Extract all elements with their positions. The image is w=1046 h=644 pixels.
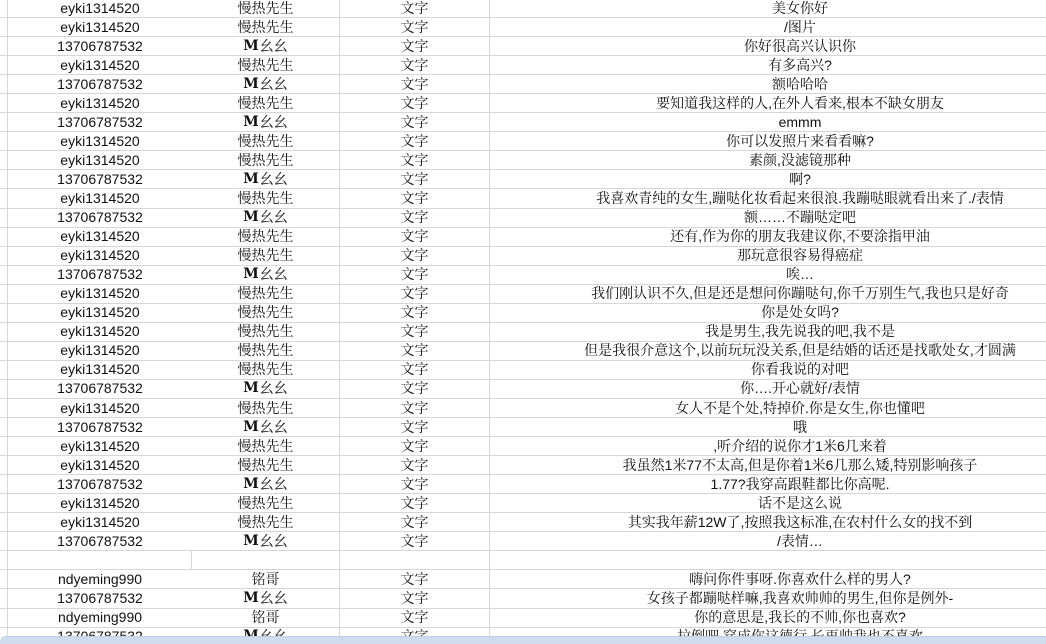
cell-message[interactable]: 我们刚认识不久,但是还是想问你蹦哒句,你千万别生气,我也只是好奇 <box>591 285 1009 302</box>
cell-margin[interactable] <box>0 94 8 112</box>
cell-user-id[interactable]: eyki1314520 <box>60 399 140 416</box>
cell-nickname[interactable]: M 幺幺 <box>192 113 340 131</box>
table-row <box>0 589 1046 608</box>
cell-user-id[interactable]: eyki1314520 <box>60 132 140 149</box>
cell-user-id[interactable]: eyki1314520 <box>60 0 140 16</box>
cell-message[interactable]: emmm <box>778 113 822 130</box>
cell-margin[interactable] <box>0 361 8 379</box>
table-row <box>0 551 1046 570</box>
cell-margin[interactable] <box>0 609 8 627</box>
cell-margin[interactable] <box>0 399 8 417</box>
cell-margin[interactable] <box>0 151 8 169</box>
cell-type[interactable]: 文字 <box>340 380 490 398</box>
cell-message[interactable]: 女孩子都蹦哒样嘛,我喜欢帅帅的男生,但你是例外- <box>646 589 954 606</box>
cell-nickname[interactable]: 慢热先生 <box>192 247 340 265</box>
cell-message[interactable]: 你是处女吗? <box>761 304 839 321</box>
cell-type[interactable]: 文字 <box>340 456 490 474</box>
cell-margin[interactable] <box>0 304 8 322</box>
cell-user-id[interactable]: 13706787532 <box>57 589 143 606</box>
table-row <box>0 209 1046 228</box>
cell-margin[interactable] <box>0 132 8 150</box>
table-row <box>0 570 1046 589</box>
bold-m-glyph: M <box>243 266 260 283</box>
cell-user-id[interactable]: eyki1314520 <box>60 456 140 473</box>
cell-user-id[interactable]: 13706787532 <box>57 37 143 54</box>
cell-user-id[interactable]: 13706787532 <box>57 113 143 130</box>
cell-type[interactable]: 文字 <box>340 361 490 379</box>
cell-type[interactable]: 文字 <box>340 0 490 17</box>
cell-nickname[interactable]: 慢热先生 <box>192 323 340 341</box>
cell-user-id[interactable] <box>8 551 192 569</box>
cell-type[interactable]: 文字 <box>340 399 490 417</box>
cell-margin[interactable] <box>0 0 8 17</box>
cell-nickname[interactable]: 慢热先生 <box>192 94 340 112</box>
table-row <box>0 94 1046 113</box>
cell-user-id[interactable]: eyki1314520 <box>60 285 140 302</box>
cell-margin[interactable] <box>0 551 8 569</box>
table-row <box>0 513 1046 532</box>
cell-nickname[interactable]: M 幺幺 <box>192 589 340 607</box>
cell-message[interactable]: 额哈哈哈 <box>772 75 828 92</box>
cell-message[interactable]: 你好很高兴认识你 <box>744 37 856 54</box>
cell-message[interactable]: 素颜,没滤镜那种 <box>749 151 851 168</box>
cell-user-id[interactable]: 13706787532 <box>57 209 143 226</box>
cell-user-id[interactable]: eyki1314520 <box>60 151 140 168</box>
cell-message[interactable]: 其实我年薪12W了,按照我这标准,在农村什么女的找不到 <box>627 513 973 530</box>
cell-type[interactable]: 文字 <box>340 418 490 436</box>
cell-message[interactable]: 那玩意很容易得癌症 <box>737 247 863 264</box>
table-row <box>0 151 1046 170</box>
bold-m-glyph: M <box>243 37 260 54</box>
cell-type[interactable]: 文字 <box>340 475 490 493</box>
cell-type[interactable]: 文字 <box>340 494 490 512</box>
cell-nickname[interactable]: 慢热先生 <box>192 513 340 531</box>
cell-nickname[interactable]: M 幺幺 <box>192 475 340 493</box>
cell-message[interactable]: 唉… <box>786 266 814 283</box>
cell-type[interactable]: 文字 <box>340 437 490 455</box>
cell-user-id[interactable]: eyki1314520 <box>60 513 140 530</box>
cell-message[interactable]: ,听介绍的说你才1米6几来着 <box>713 437 887 454</box>
cell-nickname[interactable]: M 幺幺 <box>192 75 340 93</box>
cell-message[interactable]: 美女你好 <box>772 0 828 16</box>
cell-message[interactable]: 但是我很介意这个,以前玩玩没关系,但是结婚的话还是找歌处女,才圆满 <box>584 342 1016 359</box>
cell-user-id[interactable]: eyki1314520 <box>60 18 140 35</box>
table-row <box>0 456 1046 475</box>
cell-message[interactable]: 你可以发照片来看看嘛? <box>726 132 874 149</box>
cell-user-id[interactable]: 13706787532 <box>57 266 143 283</box>
cell-message[interactable]: 嗨问你件事呀.你喜欢什么样的男人? <box>689 570 911 587</box>
cell-user-id[interactable]: 13706787532 <box>57 532 143 549</box>
cell-message[interactable]: 有多高兴? <box>768 56 832 73</box>
cell-message[interactable]: /图片 <box>784 18 816 35</box>
table-row <box>0 532 1046 551</box>
cell-margin[interactable] <box>0 209 8 227</box>
cell-user-id[interactable]: 13706787532 <box>57 418 143 435</box>
bold-m-glyph: M <box>243 75 260 92</box>
cell-type[interactable]: 文字 <box>340 94 490 112</box>
cell-nickname[interactable]: 慢热先生 <box>192 56 340 74</box>
cell-user-id[interactable]: ndyeming990 <box>57 609 143 626</box>
table-row <box>0 285 1046 304</box>
bold-m-glyph: M <box>243 170 260 187</box>
cell-nickname[interactable]: M 幺幺 <box>192 37 340 55</box>
cell-nickname[interactable]: M 幺幺 <box>192 209 340 227</box>
cell-margin[interactable] <box>0 342 8 360</box>
cell-type[interactable]: 文字 <box>340 323 490 341</box>
cell-margin[interactable] <box>0 18 8 36</box>
cell-user-id[interactable]: eyki1314520 <box>60 304 140 321</box>
cell-message[interactable]: 话不是这么说 <box>758 494 842 511</box>
cell-margin[interactable] <box>0 589 8 607</box>
table-row <box>0 494 1046 513</box>
cell-message[interactable]: 你….开心就好/表情 <box>740 380 860 397</box>
cell-message[interactable]: 我喜欢青纯的女生,蹦哒化妆看起来很浪.我蹦哒眼就看出来了./表情 <box>596 190 1004 206</box>
cell-type[interactable]: 文字 <box>340 609 490 627</box>
table-row <box>0 56 1046 75</box>
cell-nickname[interactable]: 慢热先生 <box>192 228 340 246</box>
cell-message[interactable]: 还有,作为你的朋友我建议你,不要涂指甲油 <box>670 228 930 245</box>
cell-message[interactable]: 要知道我这样的人,在外人看来,根本不缺女朋友 <box>656 94 944 111</box>
cell-margin[interactable] <box>0 189 8 207</box>
cell-margin[interactable] <box>0 437 8 455</box>
cell-type[interactable]: 文字 <box>340 209 490 227</box>
table-row <box>0 437 1046 456</box>
bold-m-glyph: M <box>243 475 260 492</box>
cell-message[interactable]: /表情… <box>777 532 823 549</box>
cell-message[interactable] <box>490 551 1046 569</box>
table-row <box>0 37 1046 56</box>
cell-user-id[interactable]: eyki1314520 <box>60 323 140 340</box>
table-row <box>0 228 1046 247</box>
cell-margin[interactable] <box>0 266 8 284</box>
cell-user-id[interactable]: ndyeming990 <box>57 570 143 587</box>
cell-type[interactable]: 文字 <box>340 532 490 550</box>
table-row <box>0 475 1046 494</box>
cell-user-id[interactable]: eyki1314520 <box>60 247 140 264</box>
cell-type[interactable]: 文字 <box>340 113 490 131</box>
cell-nickname[interactable]: 慢热先生 <box>192 0 340 17</box>
bottom-panel-edge <box>0 636 1046 644</box>
cell-message[interactable]: 你看我说的对吧 <box>751 361 849 378</box>
cell-margin[interactable] <box>0 456 8 474</box>
table-row <box>0 247 1046 266</box>
table-row <box>0 18 1046 37</box>
cell-type[interactable]: 文字 <box>340 189 490 207</box>
cell-nickname[interactable]: 慢热先生 <box>192 132 340 150</box>
cell-margin[interactable] <box>0 475 8 493</box>
cell-margin[interactable] <box>0 570 8 588</box>
cell-nickname[interactable]: M 幺幺 <box>192 418 340 436</box>
cell-margin[interactable] <box>0 532 8 550</box>
cell-margin[interactable] <box>0 170 8 188</box>
cell-type[interactable]: 文字 <box>340 285 490 303</box>
table-row <box>0 170 1046 189</box>
cell-nickname[interactable] <box>192 551 340 569</box>
cell-margin[interactable] <box>0 56 8 74</box>
cell-type[interactable]: 文字 <box>340 589 490 607</box>
cell-nickname[interactable]: 慢热先生 <box>192 456 340 474</box>
table-row <box>0 399 1046 418</box>
cell-margin[interactable] <box>0 380 8 398</box>
cell-type[interactable]: 文字 <box>340 37 490 55</box>
cell-user-id[interactable]: eyki1314520 <box>60 56 140 73</box>
cell-type[interactable]: 文字 <box>340 228 490 246</box>
cell-nickname[interactable]: 铭哥 <box>192 609 340 627</box>
table-row <box>0 132 1046 151</box>
cell-type[interactable]: 文字 <box>340 132 490 150</box>
cell-type[interactable]: 文字 <box>340 342 490 360</box>
cell-message[interactable]: 哦 <box>793 418 807 435</box>
cell-margin[interactable] <box>0 494 8 512</box>
cell-message[interactable]: 1.77?我穿高跟鞋都比你高呢. <box>710 475 890 492</box>
cell-message[interactable]: 我是男生,我先说我的吧,我不是 <box>705 323 895 340</box>
cell-nickname[interactable]: M 幺幺 <box>192 532 340 550</box>
cell-type[interactable] <box>340 551 490 569</box>
cell-type[interactable]: 文字 <box>340 151 490 169</box>
cell-nickname[interactable]: M 幺幺 <box>192 170 340 188</box>
bold-m-glyph: M <box>243 209 260 226</box>
table-row <box>0 342 1046 361</box>
table-row <box>0 418 1046 437</box>
cell-user-id[interactable]: 13706787532 <box>57 380 143 397</box>
cell-margin[interactable] <box>0 323 8 341</box>
cell-type[interactable]: 文字 <box>340 247 490 265</box>
table-row <box>0 380 1046 399</box>
cell-user-id[interactable]: eyki1314520 <box>60 361 140 378</box>
cell-margin[interactable] <box>0 37 8 55</box>
cell-user-id[interactable]: eyki1314520 <box>60 437 140 454</box>
cell-nickname[interactable]: 慢热先生 <box>192 494 340 512</box>
cell-user-id[interactable]: eyki1314520 <box>60 494 140 511</box>
cell-type[interactable]: 文字 <box>340 56 490 74</box>
cell-message[interactable]: 额……不蹦哒定吧 <box>744 209 856 226</box>
cell-user-id[interactable]: 13706787532 <box>57 475 143 492</box>
cell-user-id[interactable]: 13706787532 <box>57 170 143 187</box>
cell-nickname[interactable]: 慢热先生 <box>192 437 340 455</box>
table-row <box>0 304 1046 323</box>
cell-type[interactable]: 文字 <box>340 266 490 284</box>
bold-m-glyph: M <box>243 532 260 549</box>
bold-m-glyph: M <box>243 418 260 435</box>
table-row <box>0 75 1046 94</box>
cell-type[interactable]: 文字 <box>340 75 490 93</box>
cell-nickname[interactable]: 慢热先生 <box>192 18 340 36</box>
cell-nickname[interactable]: 慢热先生 <box>192 189 340 207</box>
cell-nickname[interactable]: 慢热先生 <box>192 399 340 417</box>
cell-user-id[interactable]: eyki1314520 <box>60 94 140 111</box>
cell-margin[interactable] <box>0 247 8 265</box>
table-row <box>0 361 1046 380</box>
cell-margin[interactable] <box>0 418 8 436</box>
cell-type[interactable]: 文字 <box>340 304 490 322</box>
cell-nickname[interactable]: M 幺幺 <box>192 380 340 398</box>
cell-user-id[interactable]: eyki1314520 <box>60 228 140 245</box>
cell-nickname[interactable]: 慢热先生 <box>192 285 340 303</box>
cell-type[interactable]: 文字 <box>340 513 490 531</box>
cell-nickname[interactable]: M 幺幺 <box>192 266 340 284</box>
cell-message[interactable]: 啊? <box>789 170 811 187</box>
cell-message[interactable]: 你的意思是,我长的不帅,你也喜欢? <box>694 609 906 626</box>
cell-nickname[interactable]: 慢热先生 <box>192 304 340 322</box>
cell-nickname[interactable]: 慢热先生 <box>192 361 340 379</box>
cell-message[interactable]: 女人不是个处,特掉价.你是女生,你也懂吧 <box>675 399 925 416</box>
table-row <box>0 266 1046 285</box>
cell-user-id[interactable]: eyki1314520 <box>60 342 140 359</box>
table-row <box>0 609 1046 628</box>
table-row <box>0 113 1046 132</box>
cell-message[interactable]: 我虽然1米77不太高,但是你着1米6几那么矮,特别影响孩子 <box>622 456 978 473</box>
cell-margin[interactable] <box>0 285 8 303</box>
bold-m-glyph: M <box>243 589 260 606</box>
table-row <box>0 0 1046 18</box>
cell-type[interactable]: 文字 <box>340 570 490 588</box>
cell-type[interactable]: 文字 <box>340 170 490 188</box>
cell-nickname[interactable]: 慢热先生 <box>192 342 340 360</box>
cell-margin[interactable] <box>0 513 8 531</box>
cell-type[interactable]: 文字 <box>340 18 490 36</box>
cell-margin[interactable] <box>0 228 8 246</box>
cell-margin[interactable] <box>0 113 8 131</box>
cell-margin[interactable] <box>0 75 8 93</box>
cell-user-id[interactable]: eyki1314520 <box>60 190 140 206</box>
cell-nickname[interactable]: 铭哥 <box>192 570 340 588</box>
bold-m-glyph: M <box>243 380 260 397</box>
bold-m-glyph: M <box>243 113 260 130</box>
table-row <box>0 323 1046 342</box>
cell-user-id[interactable]: 13706787532 <box>57 75 143 92</box>
cell-nickname[interactable]: 慢热先生 <box>192 151 340 169</box>
table-row <box>0 189 1046 208</box>
